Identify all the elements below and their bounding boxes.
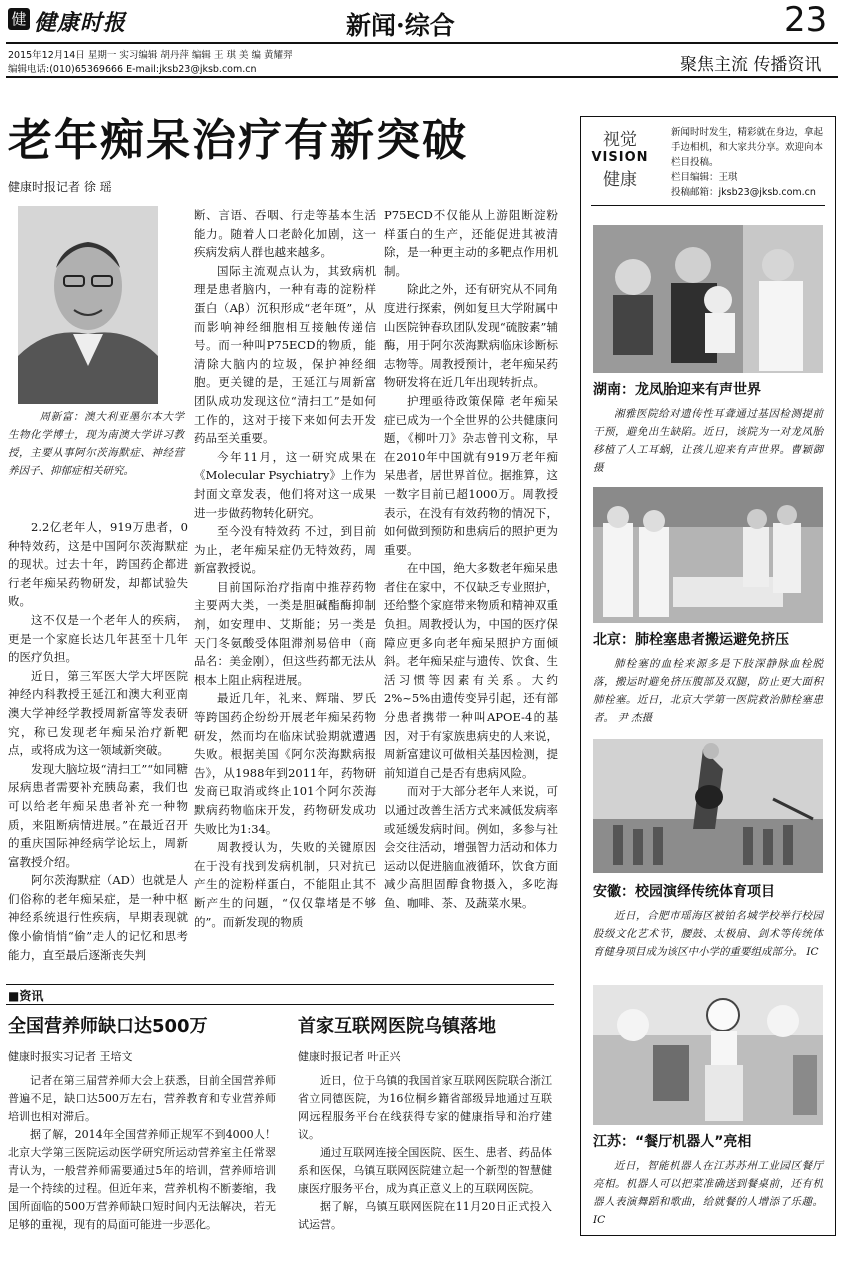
news-section-rule-bottom	[6, 1004, 554, 1005]
paragraph: 断、言语、吞咽、行走等基本生活能力。随着人口老龄化加剧，这一疾病发病人群也越来越多。	[194, 208, 376, 260]
vision-label	[591, 125, 649, 190]
paragraph: 护理亟待政策保障 老年痴呆症已成为一个全世界的公共健康问题，《柳叶刀》杂志曾刊文称，早在2010年中国就有919万老年痴呆患者，居世界首位。据推算，这一数字目前已超1000万。周教授表示，在没有有效药物的情况下，如何做到预防和患病后的照护更为重要。	[384, 393, 558, 557]
brief-1	[8, 1012, 276, 1234]
paragraph: 2.2亿老年人，919万患者，0种特效药，这是中国阿尔茨海默症的现状。过去十年，跨国药企都进行老年痴呆药物研发，却都试验失败。	[8, 520, 188, 609]
paragraph: 近日，第三军医大学大坪医院神经内科教授王延江和澳大利亚南澳大学神经学教授周新富等发表研究，称已发现老年痴呆治疗新靶点，或将成为这一领域新突破。	[8, 668, 188, 758]
paragraph: 最近几年，礼来、辉瑞、罗氏等跨国药企纷纷开展老年痴呆药物研发，然而均在临床试验期就遭遇失败。根据美国《阿尔茨海默病报告》，从1988年到2011年，药物研发商已取消或终止101个阿尔茨海默病药物临床开发，药物研发成功失败比为1:34。	[194, 691, 376, 836]
vision-box	[580, 116, 836, 1236]
vision-item-hunan	[593, 379, 823, 477]
news-label-text: 资讯	[19, 989, 44, 1003]
vision-item-text: 近日，合肥市瑶海区被铂名城学校举行校园股级文化艺术节，腰鼓、太极扇、剑术等传统体育健身项目成为该区中小学的重要组成部分。 IC	[593, 910, 823, 958]
masthead	[0, 0, 844, 78]
vision-item-beijing	[593, 629, 823, 727]
vision-item-title: 湖南：龙凤胎迎来有声世界	[593, 382, 761, 398]
vision-item-title: 北京：肺栓塞患者搬运避免挤压	[593, 632, 789, 648]
photo-graphic	[593, 985, 823, 1125]
lead-column-3	[384, 206, 558, 980]
paragraph: 目前国际治疗指南中推荐药物主要两大类，一类是胆碱酯酶抑制剂，如安理申、艾斯能；另一类是天门冬氨酸受体阻滞剂易倍申（商品名：美金刚），但这些药都无法从根本上阻止病程进展。	[194, 579, 376, 687]
logo-mark-icon: 健	[8, 8, 30, 30]
brief-byline: 健康时报记者 叶正兴	[298, 1050, 401, 1063]
paragraph: 而对于大部分老年人来说，可以通过改善生活方式来减低发病率或延缓发病时间。例如，多参与社会交往活动，增强智力活动和体力运动以促进脑血液循环，饮食方面减少高胆固醇食物摄入，多吃海鱼、咖啡、茶、及蔬菜水果。	[384, 784, 558, 910]
paragraph: 周教授认为，失败的关键原因在于没有找到发病机制，只对抗已产生的淀粉样蛋白，不能阻止其不断产生的问题，“仅仅靠堵是不够的”。而新发现的物质	[194, 840, 376, 929]
vision-label-top: 视觉	[603, 130, 637, 150]
paragraph: 阿尔茨海默症（AD）也就是人们俗称的老年痴呆症，是一种中枢神经系统退行性疾病，早期表现就像小偷悄悄“偷”走人的记忆和思考能力，直至最后逐渐丧失判	[8, 873, 188, 962]
author-photo-caption: 周新富：澳大利亚墨尔本大学生物化学博士，现为南澳大学讲习教授，主要从事阿尔茨海默症、神经营养因子、抑郁症相关研究。	[8, 411, 184, 477]
brief-body	[298, 1072, 552, 1234]
lead-headline: 老年痴呆治疗有新突破	[8, 115, 468, 166]
square-bullet-icon: ■	[8, 989, 20, 1003]
paragraph: 在中国，绝大多数老年痴呆患者住在家中，不仅缺乏专业照护，还给整个家庭带来物质和精神双重负担。周教授认为，中国的医疗保障应更多向老年痴呆照护方面倾斜。老年痴呆症与遗传、饮食、生活习惯等因素有关系。大约2%~5%由遗传变异引起，还有部分患者携带一种叫APOE-4的基因，对于有家族患病史的人来说，周新富建议可做相关基因检测，提前知道自己是否有患病风险。	[384, 561, 558, 780]
lead-byline: 健康时报记者 徐 瑶	[8, 180, 112, 194]
paragraph: 这不仅是一个老年人的疾病，更是一个家庭长达几年甚至十几年的医疗负担。	[8, 612, 188, 665]
paragraph: 国际主流观点认为，其致病机理是患者脑内，一种有毒的淀粉样蛋白（Aβ）沉积形成“老年斑”，从而影响神经细胞相互接触传递信号。而一种叫P75ECD的物质，能清除大脑内的垃圾，保护神经细胞。更关键的是，王延江与周新富团队成功发现这位“清扫工”是如何工作的，这对于接下来如何去开发药品至关重要。	[194, 263, 376, 446]
logo-text: 健康时报	[34, 10, 127, 36]
contact-line: 编辑电话:(010)65369666 E-mail:jksb23@jksb.com.cn	[8, 64, 257, 75]
photo-graphic	[593, 739, 823, 873]
paragraph: 据了解，2014年全国营养师正规军不到4000人！北京大学第三医院运动医学研究所运动营养室主任常翠青认为，一般营养师需要通过5年的培训，营养师培训是一个持续的过程。但近年来，营养机构不断萎缩，我国所面临的500万营养师缺口短时间内无法解决，若无足够的重视，现有的局面可能进一步恶化。	[8, 1128, 276, 1231]
vision-item-text: 肺栓塞的血栓来源多是下肢深静脉血栓脱落，搬运时避免挤压腹部及双腿，防止更大面积肺栓塞。近日，北京大学第一医院救治肺栓塞患者。 尹 杰摄	[593, 658, 823, 724]
paragraph: 近日，位于乌镇的我国首家互联网医院联合浙江省立同德医院，为16位桐乡籍省部级异地通过互联网远程服务平台在线获得专家的健康指导和治疗建议。	[298, 1074, 552, 1141]
brief-headline: 首家互联网医院乌镇落地	[298, 1016, 496, 1037]
paragraph: P75ECD不仅能从上游阻断淀粉样蛋白的生产，还能促进其被清除，是一种更主动的多靶点作用机制。	[384, 208, 558, 278]
vision-label-en: VISION	[591, 150, 649, 165]
vision-item-title: 江苏：“餐厅机器人”亮相	[593, 1134, 752, 1150]
paragraph: 今年11月，这一研究成果在《Molecular Psychiatry》上作为封面文章发表，他们将对这一成果进一步做药物转化研究。	[194, 449, 376, 520]
lead-column-2	[194, 206, 376, 980]
author-photo	[18, 206, 158, 404]
brief-byline: 健康时报实习记者 王培文	[8, 1050, 133, 1063]
vision-header-rule	[591, 205, 825, 206]
vision-editor: 栏目编辑：王琪	[671, 172, 738, 183]
paragraph: 发现大脑垃圾“清扫工”“如同糖尿病患者需要补充胰岛素，我们也可以给老年痴呆患者补充一种物质，来阻断病情进展。”在最近召开的重庆国际神经病学论坛上，周新富教授介绍。	[8, 761, 188, 869]
vision-photo-jiangsu	[593, 985, 823, 1125]
paragraph: 记者在第三届营养师大会上获悉，目前全国营养师普遍不足，缺口达500万左右，营养教育和专业营养师培训也相对滞后。	[8, 1074, 276, 1123]
brief-headline: 全国营养师缺口达500万	[8, 1016, 208, 1037]
slogan: 聚焦主流 传播资讯	[680, 55, 822, 75]
vision-label-bottom: 健康	[603, 170, 637, 190]
news-section-label	[8, 987, 43, 1004]
section-title: 新闻·综合	[346, 11, 455, 40]
paragraph: 通过互联网连接全国医院、医生、患者、药品体系和医保，乌镇互联网医院建立起一个新型的智慧健康医疗服务平台，成为真正意义上的互联网医院。	[298, 1146, 552, 1195]
paragraph: 至今没有特效药 不过，到目前为止，老年痴呆症仍无特效药，周新富教授说。	[194, 524, 376, 576]
portrait-figure	[18, 206, 158, 404]
vision-photo-hunan	[593, 225, 823, 373]
vision-item-title: 安徽：校园演绎传统体育项目	[593, 884, 775, 900]
date-line: 2015年12月14日 星期一 实习编辑 胡丹萍 编辑 王 琪 美 编 黄耀羿	[8, 50, 293, 61]
photo-graphic	[593, 225, 823, 373]
vision-item-jiangsu	[593, 1131, 823, 1229]
vision-item-text: 湘雅医院给对遗传性耳聋通过基因检测提前干预，避免出生缺陷。近日，该院为一对龙凤胎移植了人工耳蜗，让孩儿迎来有声世界。曹颖御摄	[593, 408, 823, 474]
masthead-rule	[6, 42, 838, 44]
vision-item-text: 近日，智能机器人在江苏苏州工业园区餐厅亮相。机器人可以把菜准确送到餐桌前，还有机器人表演舞蹈和歌曲，给就餐的人增添了乐趣。IC	[593, 1160, 823, 1226]
lead-column-1	[8, 518, 188, 980]
vision-email: 投稿邮箱：jksb23@jksb.com.cn	[671, 187, 816, 198]
photo-graphic	[593, 487, 823, 623]
vision-item-anhui	[593, 881, 823, 961]
paragraph: 除此之外，还有研究从不同角度进行探索，例如复旦大学附属中山医院钟春玖团队发现“硫胺素”辅酶，用于阿尔茨海默病临床诊断标志物等。周教授预计，老年痴呆药物研发将在近几年出现转折点。	[384, 282, 558, 390]
news-section-rule	[6, 984, 554, 985]
newspaper-logo	[8, 6, 138, 36]
vision-intro-text: 新闻时时发生，精彩就在身边，拿起手边相机，和大家共分享。欢迎向本栏目投稿。	[671, 127, 824, 168]
brief-2	[298, 1012, 552, 1234]
brief-body	[8, 1072, 276, 1234]
masthead-bottom-rule	[6, 76, 838, 78]
vision-intro	[671, 125, 831, 200]
vision-photo-anhui	[593, 739, 823, 873]
vision-photo-beijing	[593, 487, 823, 623]
paragraph: 据了解，乌镇互联网医院在11月20日正式投入试运营。	[298, 1200, 552, 1231]
page-number: 23	[784, 0, 828, 40]
